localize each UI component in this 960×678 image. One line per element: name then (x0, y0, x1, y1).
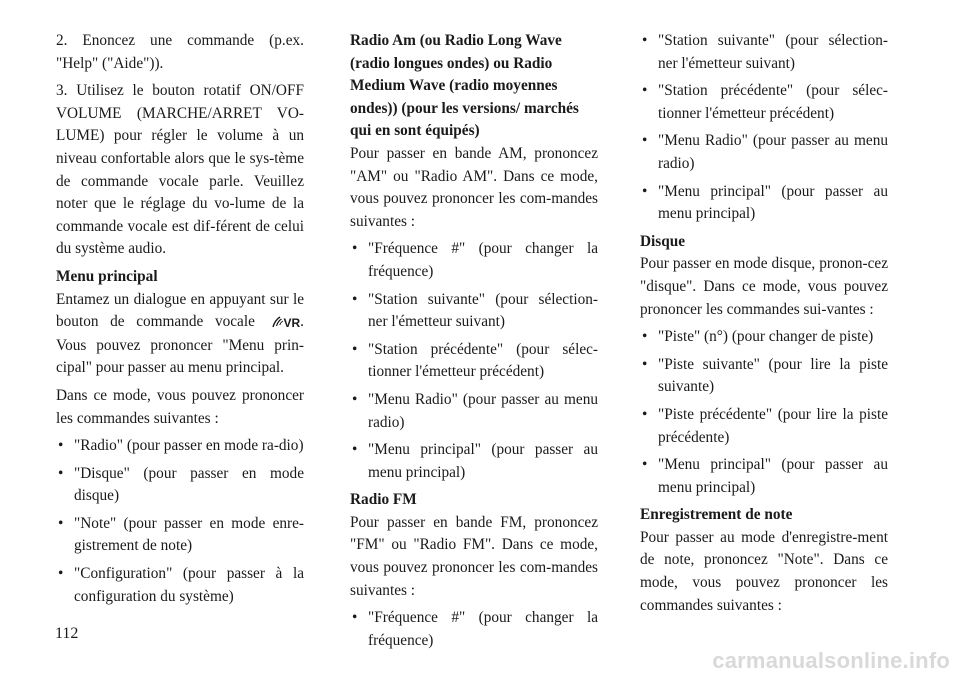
column-right (640, 30, 888, 622)
column-middle (350, 30, 598, 657)
watermark: carmanualsonline.info (712, 648, 950, 673)
list-item: • "Menu Radio" (pour passer au menu radio) (640, 130, 888, 175)
disc-command-list (640, 326, 888, 499)
voice-waves-icon (271, 315, 284, 329)
column-left (56, 30, 304, 613)
list-item: • "Station suivante" (pour sélection-ner l'émetteur suivant) (640, 30, 888, 75)
note-recording-intro: Pour passer au mode d'enregistre-ment de note, prononcez "Note". Dans ce mode, vous pouvez prononcer les commandes suivantes : (640, 528, 888, 614)
main-menu-intro (56, 289, 304, 380)
radio-fm-command-list-continued (640, 30, 888, 226)
radio-am-intro: Pour passer en bande AM, prononcez "AM" ou "Radio AM". Dans ce mode, vous pouvez prononcer les com-mandes suivantes : (350, 144, 598, 230)
page-number: 112 (55, 625, 79, 642)
voice-command-icon (271, 312, 301, 335)
list-item: • "Station précédente" (pour sélec-tionner l'émetteur précédent) (640, 80, 888, 125)
heading-note-recording: Enregistrement de note (640, 506, 793, 524)
list-item: • "Piste suivante" (pour lire la piste suivante) (640, 354, 888, 399)
main-menu-intro-before-icon: Entamez un dialogue en appuyant sur le bouton de commande vocale (56, 290, 304, 331)
list-item: • "Station suivante" (pour sélection-ner l'émetteur suivant) (350, 289, 598, 334)
heading-radio-am: Radio Am (ou Radio Long Wave (radio longues ondes) ou Radio Medium Wave (radio moyennes ondes)) (pour les versions/ marchés qui en sont équipés) (350, 32, 579, 140)
radio-fm-command-list (350, 607, 598, 652)
heading-main-menu: Menu principal (56, 267, 158, 285)
list-item: • "Fréquence #" (pour changer la fréquence) (350, 607, 598, 652)
list-item: • "Disque" (pour passer en mode disque) (56, 463, 304, 508)
list-item: • "Menu Radio" (pour passer au menu radio) (350, 389, 598, 434)
list-item: • "Radio" (pour passer en mode ra-dio) (56, 435, 304, 458)
list-item: • "Piste" (n°) (pour changer de piste) (640, 326, 888, 349)
list-item: • "Piste précédente" (pour lire la piste précédente) (640, 404, 888, 449)
list-item: • "Note" (pour passer en mode enre-gistrement de note) (56, 513, 304, 558)
voice-command-icon-label: VR (283, 316, 301, 331)
heading-radio-fm: Radio FM (350, 491, 417, 509)
list-item: • "Menu principal" (pour passer au menu principal) (350, 439, 598, 484)
disc-intro: Pour passer en mode disque, pronon-cez "disque". Dans ce mode, vous pouvez prononcer les commandes sui-vantes : (640, 255, 888, 318)
main-menu-intro-after-icon: . Vous pouvez prononcer "Menu prin-cipal" pour passer au menu principal. (56, 313, 304, 377)
heading-disc: Disque (640, 232, 686, 250)
radio-am-command-list (350, 238, 598, 484)
list-item: • "Menu principal" (pour passer au menu principal) (640, 454, 888, 499)
step-3-text: 3. Utilisez le bouton rotatif ON/OFF VOLUME (MARCHE/ARRET VO-LUME) pour régler le volume à un niveau confortable alors que le sys-tème de commande vocale parle. Veuillez noter que le réglage du vo-lume de la commande vocale est dif-férent de celui du système audio. (56, 82, 304, 258)
list-item: • "Menu principal" (pour passer au menu principal) (640, 181, 888, 226)
main-menu-commands-intro: Dans ce mode, vous pouvez prononcer les commandes suivantes : (56, 386, 304, 427)
list-item: • "Station précédente" (pour sélec-tionner l'émetteur précédent) (350, 339, 598, 384)
list-item: • "Configuration" (pour passer à la configuration du système) (56, 563, 304, 608)
step-2-text: 2. Enoncez une commande (p.ex. "Help" ("Aide")). (56, 32, 304, 72)
radio-fm-intro: Pour passer en bande FM, prononcez "FM" ou "Radio FM". Dans ce mode, vous pouvez prononcer les com-mandes suivantes : (350, 513, 598, 599)
list-item: • "Fréquence #" (pour changer la fréquence) (350, 238, 598, 283)
main-menu-command-list (56, 435, 304, 608)
